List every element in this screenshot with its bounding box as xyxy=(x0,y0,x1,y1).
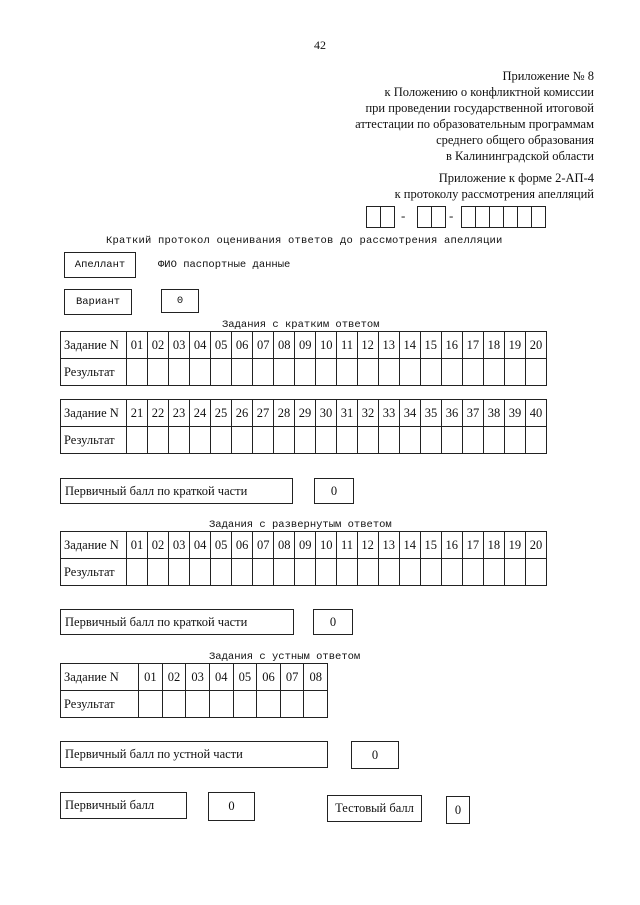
result-label: Результат xyxy=(61,427,127,454)
result-cell[interactable] xyxy=(127,427,148,454)
result-cell[interactable] xyxy=(139,691,163,718)
result-cell[interactable] xyxy=(274,359,295,386)
task-number: 20 xyxy=(525,532,546,559)
header-line: при проведении государственной итоговой xyxy=(365,101,594,115)
variant-value: 0 xyxy=(176,295,184,307)
extended-score-label-box xyxy=(60,609,294,635)
task-number: 17 xyxy=(462,532,483,559)
code-box[interactable] xyxy=(531,206,546,228)
task-number: 35 xyxy=(421,400,442,427)
task-number: 19 xyxy=(504,532,525,559)
task-number: 17 xyxy=(462,332,483,359)
result-cell[interactable] xyxy=(190,359,211,386)
task-number: 07 xyxy=(280,664,304,691)
task-number: 04 xyxy=(190,532,211,559)
result-cell[interactable] xyxy=(148,359,169,386)
result-label: Результат xyxy=(61,359,127,386)
oral-answers-title: Задания с устным ответом xyxy=(209,651,361,663)
result-cell[interactable] xyxy=(337,427,358,454)
result-cell[interactable] xyxy=(257,691,281,718)
form-ref-line: Приложение к форме 2-АП-4 xyxy=(438,171,594,185)
result-row xyxy=(61,559,547,586)
task-number: 06 xyxy=(232,532,253,559)
task-number: 18 xyxy=(483,332,504,359)
task-number: 24 xyxy=(190,400,211,427)
extended-answers-table xyxy=(60,531,547,586)
result-cell[interactable] xyxy=(127,359,148,386)
task-number: 32 xyxy=(358,400,379,427)
result-cell[interactable] xyxy=(162,691,186,718)
header-line: Приложение № 8 xyxy=(502,69,594,83)
form-reference xyxy=(395,170,594,202)
task-number: 18 xyxy=(483,532,504,559)
task-number: 13 xyxy=(378,532,399,559)
result-cell[interactable] xyxy=(233,691,257,718)
appellant-label: Апеллант xyxy=(74,259,126,271)
result-cell[interactable] xyxy=(441,359,462,386)
code-box[interactable] xyxy=(431,206,446,228)
result-cell[interactable] xyxy=(504,559,525,586)
task-number: 25 xyxy=(211,400,232,427)
task-number: 10 xyxy=(316,532,337,559)
task-number: 09 xyxy=(295,332,316,359)
primary-score-label: Первичный балл xyxy=(65,798,155,812)
result-cell[interactable] xyxy=(525,559,546,586)
task-number: 07 xyxy=(253,532,274,559)
task-number: 19 xyxy=(504,332,525,359)
variant-label-box xyxy=(64,289,132,315)
short-answers-table-2 xyxy=(60,399,547,454)
task-number: 27 xyxy=(253,400,274,427)
task-row xyxy=(61,400,547,427)
task-number: 16 xyxy=(441,332,462,359)
result-cell[interactable] xyxy=(253,359,274,386)
short-score-label-box xyxy=(60,478,293,504)
result-cell[interactable] xyxy=(211,559,232,586)
task-number: 08 xyxy=(274,332,295,359)
result-cell[interactable] xyxy=(420,559,441,586)
result-cell[interactable] xyxy=(232,427,253,454)
result-cell[interactable] xyxy=(274,427,295,454)
result-cell[interactable] xyxy=(274,559,295,586)
result-cell[interactable] xyxy=(378,559,399,586)
result-cell[interactable] xyxy=(232,559,253,586)
appellant-label-box xyxy=(64,252,136,278)
result-label: Результат xyxy=(61,559,127,586)
task-number: 40 xyxy=(526,400,547,427)
primary-score-label-box xyxy=(60,792,187,819)
result-cell[interactable] xyxy=(525,359,546,386)
result-cell[interactable] xyxy=(357,359,378,386)
result-cell[interactable] xyxy=(127,559,148,586)
result-cell[interactable] xyxy=(378,359,399,386)
result-cell[interactable] xyxy=(462,559,483,586)
task-number: 05 xyxy=(233,664,257,691)
task-number: 28 xyxy=(274,400,295,427)
task-number: 02 xyxy=(148,332,169,359)
result-cell[interactable] xyxy=(148,427,169,454)
result-cell[interactable] xyxy=(295,359,316,386)
result-cell[interactable] xyxy=(421,427,442,454)
task-label: Задание N xyxy=(61,400,127,427)
result-cell[interactable] xyxy=(304,691,328,718)
task-number: 15 xyxy=(420,332,441,359)
oral-score-value-box[interactable] xyxy=(351,741,399,769)
result-cell[interactable] xyxy=(186,691,210,718)
task-number: 34 xyxy=(400,400,421,427)
code-separator: - xyxy=(449,208,454,223)
task-number: 36 xyxy=(442,400,463,427)
task-number: 33 xyxy=(379,400,400,427)
task-number: 21 xyxy=(127,400,148,427)
short-answers-title: Задания с кратким ответом xyxy=(222,319,380,331)
appellant-value: ФИО паспортные данные xyxy=(158,259,291,271)
variant-label: Вариант xyxy=(75,296,121,308)
task-number: 16 xyxy=(441,532,462,559)
appendix-header xyxy=(355,68,594,164)
task-number: 02 xyxy=(148,532,169,559)
result-cell[interactable] xyxy=(337,359,357,386)
task-row xyxy=(61,332,547,359)
result-row xyxy=(61,691,328,718)
short-score-label: Первичный балл по краткой части xyxy=(65,483,248,498)
short-score-value-box[interactable] xyxy=(314,478,354,504)
code-box[interactable] xyxy=(366,206,381,228)
task-number: 01 xyxy=(127,532,148,559)
result-cell[interactable] xyxy=(295,427,316,454)
task-number: 39 xyxy=(505,400,526,427)
task-number: 12 xyxy=(357,532,378,559)
task-number: 20 xyxy=(525,332,546,359)
test-score-value: 0 xyxy=(454,802,462,817)
task-number: 05 xyxy=(211,332,232,359)
protocol-title: Краткий протокол оценивания ответов до рассмотрения апелляции xyxy=(106,235,503,247)
oral-answers-table xyxy=(60,663,328,718)
task-number: 38 xyxy=(484,400,505,427)
code-box[interactable] xyxy=(517,206,532,228)
result-cell[interactable] xyxy=(316,559,337,586)
task-number: 13 xyxy=(378,332,399,359)
result-cell[interactable] xyxy=(253,559,274,586)
task-number: 03 xyxy=(186,664,210,691)
task-row xyxy=(61,664,328,691)
code-box[interactable] xyxy=(461,206,476,228)
form-ref-line: к протоколу рассмотрения апелляций xyxy=(394,187,594,201)
task-number: 12 xyxy=(357,332,378,359)
result-cell[interactable] xyxy=(232,359,253,386)
result-cell[interactable] xyxy=(169,559,190,586)
result-cell[interactable] xyxy=(462,359,483,386)
result-cell[interactable] xyxy=(463,427,484,454)
result-cell[interactable] xyxy=(420,359,441,386)
task-number: 10 xyxy=(316,332,337,359)
variant-value-box[interactable] xyxy=(161,289,199,313)
task-number: 06 xyxy=(257,664,281,691)
extended-score-value-box[interactable] xyxy=(313,609,353,635)
result-cell[interactable] xyxy=(211,427,232,454)
task-number: 31 xyxy=(337,400,358,427)
task-number: 02 xyxy=(162,664,186,691)
task-number: 14 xyxy=(399,332,420,359)
task-number: 15 xyxy=(420,532,441,559)
oral-score-value: 0 xyxy=(371,747,379,762)
code-box[interactable] xyxy=(475,206,490,228)
result-cell[interactable] xyxy=(399,559,420,586)
task-number: 30 xyxy=(316,400,337,427)
task-number: 09 xyxy=(295,532,316,559)
oral-score-label: Первичный балл по устной части xyxy=(65,747,243,761)
result-cell[interactable] xyxy=(316,359,337,386)
task-number: 11 xyxy=(337,332,357,359)
task-number: 04 xyxy=(209,664,233,691)
task-number: 11 xyxy=(337,532,357,559)
result-row xyxy=(61,359,547,386)
code-box[interactable] xyxy=(489,206,504,228)
page-number: 42 xyxy=(314,38,326,52)
task-number: 08 xyxy=(304,664,328,691)
task-number: 04 xyxy=(190,332,211,359)
result-row xyxy=(61,427,547,454)
task-number: 07 xyxy=(253,332,274,359)
result-cell[interactable] xyxy=(190,427,211,454)
task-number: 06 xyxy=(232,332,253,359)
short-answers-table-1 xyxy=(60,331,547,386)
test-score-label: Тестовый балл xyxy=(335,801,414,815)
result-cell[interactable] xyxy=(483,559,504,586)
result-cell[interactable] xyxy=(357,559,378,586)
test-score-label-box xyxy=(327,795,422,822)
result-cell[interactable] xyxy=(505,427,526,454)
code-separator: - xyxy=(401,208,406,223)
header-line: аттестации по образовательным программам xyxy=(355,117,594,131)
task-number: 29 xyxy=(295,400,316,427)
result-label: Результат xyxy=(61,691,139,718)
result-cell[interactable] xyxy=(316,427,337,454)
oral-score-label-box xyxy=(60,741,328,768)
task-number: 03 xyxy=(169,532,190,559)
task-number: 22 xyxy=(148,400,169,427)
header-line: среднего общего образования xyxy=(436,133,594,147)
task-number: 01 xyxy=(139,664,163,691)
task-label: Задание N xyxy=(61,664,139,691)
task-label: Задание N xyxy=(61,332,127,359)
short-score-value: 0 xyxy=(330,483,338,498)
task-number: 05 xyxy=(211,532,232,559)
header-line: в Калининградской области xyxy=(446,149,594,163)
result-cell[interactable] xyxy=(484,427,505,454)
test-score-value-box[interactable] xyxy=(446,796,470,824)
result-cell[interactable] xyxy=(169,359,190,386)
task-row xyxy=(61,532,547,559)
primary-score-value-box[interactable] xyxy=(208,792,255,821)
result-cell[interactable] xyxy=(441,559,462,586)
result-cell[interactable] xyxy=(280,691,304,718)
result-cell[interactable] xyxy=(442,427,463,454)
result-cell[interactable] xyxy=(169,427,190,454)
result-cell[interactable] xyxy=(358,427,379,454)
code-box[interactable] xyxy=(380,206,395,228)
result-cell[interactable] xyxy=(504,359,525,386)
result-cell[interactable] xyxy=(253,427,274,454)
extended-score-label: Первичный балл по краткой части xyxy=(65,614,248,629)
task-number: 14 xyxy=(399,532,420,559)
result-cell[interactable] xyxy=(526,427,547,454)
header-line: к Положению о конфликтной комиссии xyxy=(384,85,594,99)
extended-answers-title: Задания с развернутым ответом xyxy=(209,519,392,531)
result-cell[interactable] xyxy=(209,691,233,718)
result-cell[interactable] xyxy=(295,559,316,586)
result-cell[interactable] xyxy=(211,359,232,386)
result-cell[interactable] xyxy=(400,427,421,454)
code-box[interactable] xyxy=(417,206,432,228)
task-number: 08 xyxy=(274,532,295,559)
task-number: 26 xyxy=(232,400,253,427)
primary-score-value: 0 xyxy=(228,799,235,813)
result-cell[interactable] xyxy=(190,559,211,586)
result-cell[interactable] xyxy=(337,559,357,586)
task-number: 23 xyxy=(169,400,190,427)
extended-score-value: 0 xyxy=(329,614,337,629)
result-cell[interactable] xyxy=(399,359,420,386)
code-box[interactable] xyxy=(503,206,518,228)
task-number: 03 xyxy=(169,332,190,359)
task-number: 01 xyxy=(127,332,148,359)
result-cell[interactable] xyxy=(379,427,400,454)
result-cell[interactable] xyxy=(148,559,169,586)
task-number: 37 xyxy=(463,400,484,427)
result-cell[interactable] xyxy=(483,359,504,386)
task-label: Задание N xyxy=(61,532,127,559)
